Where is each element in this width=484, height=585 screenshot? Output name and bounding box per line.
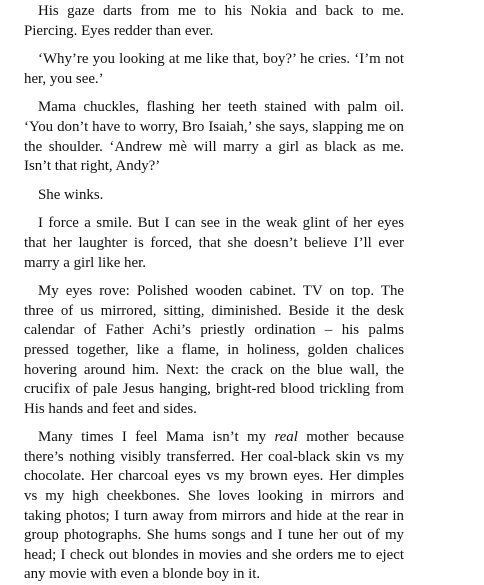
paragraph-text: She winks.	[38, 186, 104, 203]
paragraph	[24, 50, 404, 89]
emphasis-text: real	[274, 429, 298, 446]
paragraph	[24, 428, 404, 585]
paragraph-text: Mama chuckles, flashing her teeth stained with palm oil. ‘You don’t have to worry, Bro Isaiah,’ she says, slapping me on the shoulder. ‘Andrew mè will marry a girl as black as me. Isn’t that right, Andy?’	[24, 99, 404, 175]
paragraph-text: My eyes rove: Polished wooden cabinet. TV on top. The three of us mirrored, sitting, diminished. Beside it the desk calendar of Father Achi’s priestly ordination – his palms pressed together, like a flame, in holiness, golden chalices hovering around him. Next: the crack on the blue wall, the crucifix of pale Jesus hanging, bright-red blood trickling from His hands and feet and sides.	[24, 283, 404, 417]
paragraph-text: Many times I feel Mama isn’t my	[38, 429, 275, 446]
paragraph-text: ‘Why’re you looking at me like that, boy?’ he cries. ‘I’m not her, you see.’	[24, 51, 404, 87]
paragraph	[24, 186, 404, 206]
paragraph-text: I force a smile. But I can see in the weak glint of her eyes that her laughter is forced, that she doesn’t believe I’ll ever marry a girl like her.	[24, 215, 404, 271]
paragraph	[24, 2, 404, 41]
paragraph	[24, 98, 404, 176]
paragraph	[24, 214, 404, 273]
paragraph	[24, 282, 404, 419]
paragraph-text: His gaze darts from me to his Nokia and back to me. Piercing. Eyes redder than ever.	[24, 3, 404, 39]
paragraph-text: mother because there’s nothing visibly transferred. Her coal-black skin vs my chocolate. Her charcoal eyes vs my brown eyes. Her dimples vs my high cheekbones. She loves looking in mirrors and taking photos; I turn away from mirrors and hide at the rear in group photographs. She hums songs and I tune her out of my head; I check out blondes in movies and she orders me to eject any movie with even a blonde boy in it.	[24, 429, 404, 583]
